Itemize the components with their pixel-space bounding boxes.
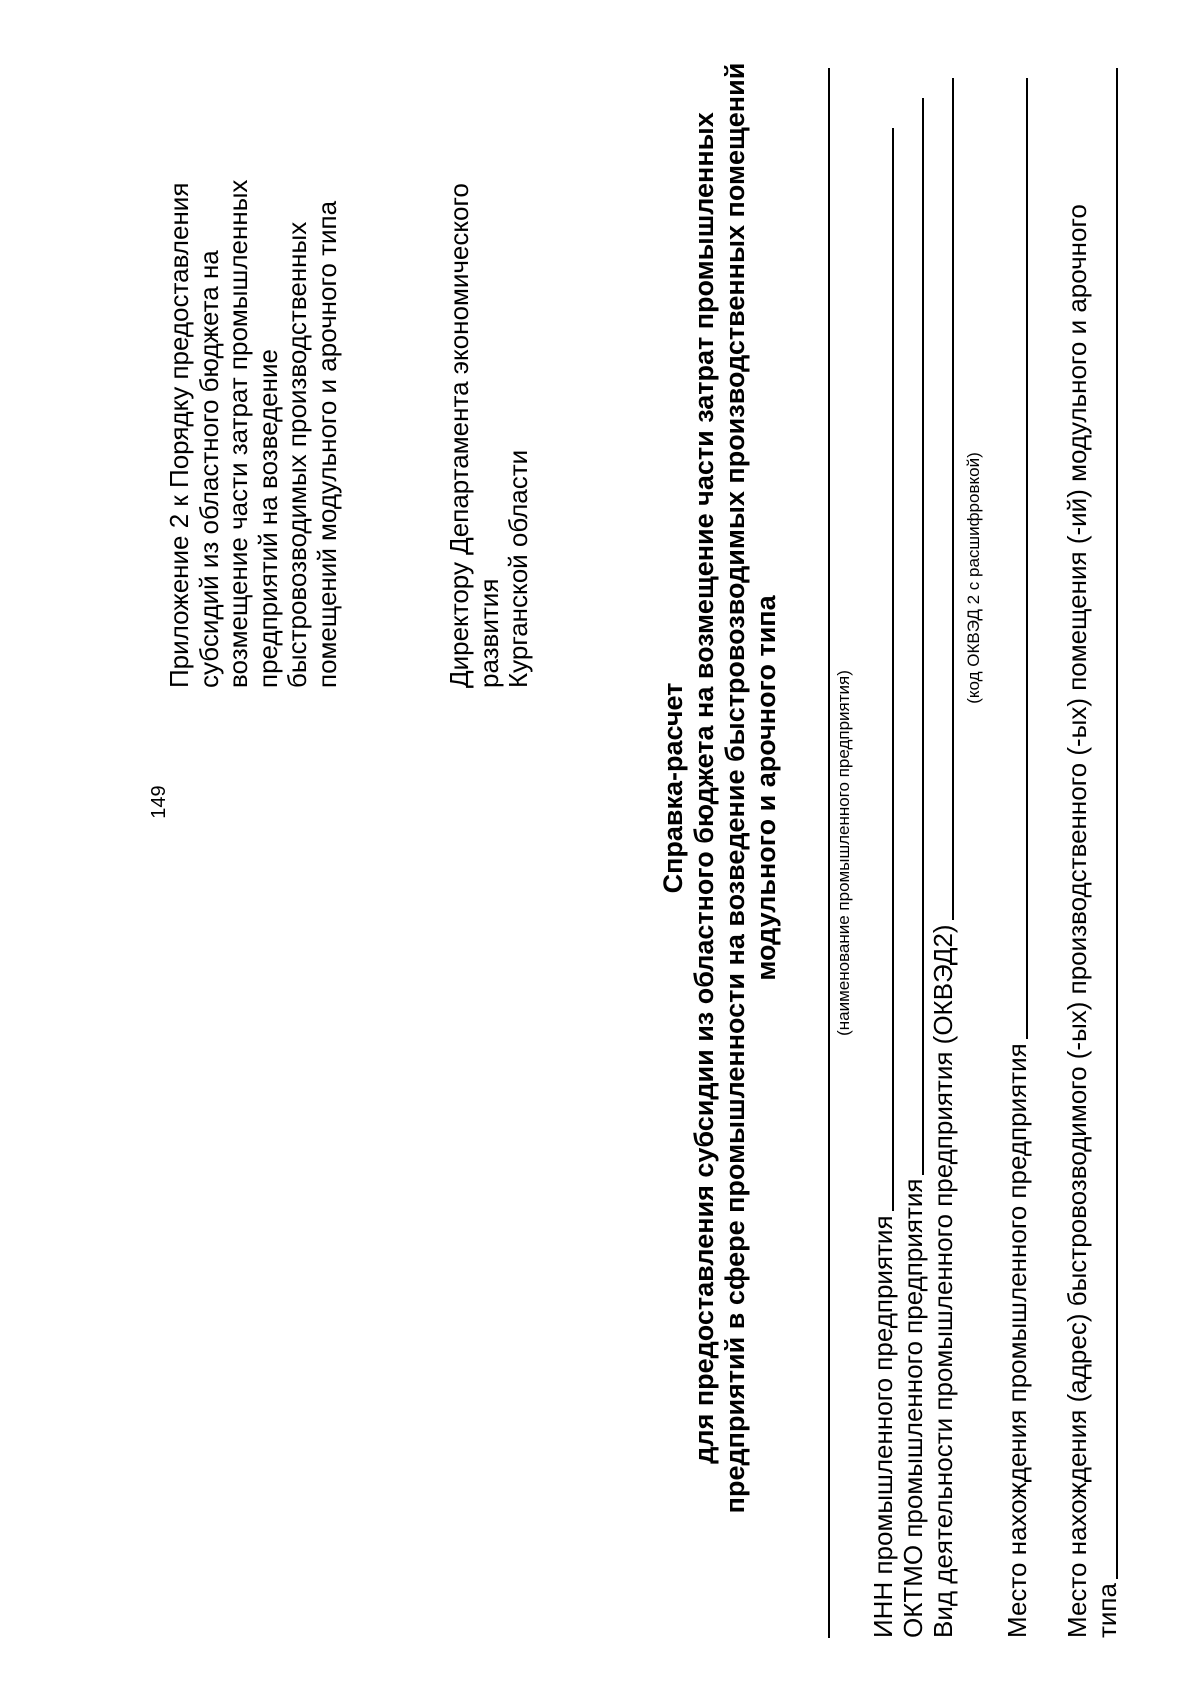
okved-label: Вид деятельности промышленного предприятия (ОКВЭД2) bbox=[928, 924, 958, 1638]
oktmo-label: ОКТМО промышленного предприятия bbox=[898, 1178, 928, 1638]
enterprise-name-caption: (наименование промышленного предприятия) bbox=[834, 670, 853, 1036]
oktmo-field[interactable] bbox=[920, 98, 924, 1175]
enterprise-name-line[interactable] bbox=[828, 68, 830, 1638]
document-title bbox=[658, 18, 782, 1558]
inn-label: ИНН промышленного предприятия bbox=[868, 1215, 898, 1638]
premises-label: Место нахождения (адрес) быстровозводимого (-ых) производственного (-ых) помещения (-ий) модульного и арочного bbox=[1062, 204, 1092, 1638]
location-row bbox=[1002, 78, 1033, 1638]
title-line-2: для предоставления субсидии из областного бюджета на возмещение части затрат промышленных bbox=[689, 112, 719, 1464]
premises-row bbox=[1092, 68, 1123, 1638]
title-line-3: предприятий в сфере промышленности на возведение быстровозводимых производственных помещений bbox=[720, 62, 750, 1514]
premises-label-cont: типа bbox=[1092, 1583, 1122, 1638]
location-field[interactable] bbox=[1024, 78, 1028, 1039]
okved-field[interactable] bbox=[950, 78, 954, 920]
inn-row bbox=[868, 128, 899, 1638]
page-number: 149 bbox=[148, 785, 170, 819]
title-line-4: модульного и арочного типа bbox=[751, 595, 781, 981]
oktmo-row bbox=[898, 98, 929, 1638]
okved-caption: (код ОКВЭД 2 с расшифровкой) bbox=[964, 452, 983, 704]
premises-field[interactable] bbox=[1114, 68, 1118, 1579]
location-label: Место нахождения промышленного предприятия bbox=[1002, 1043, 1032, 1638]
inn-field[interactable] bbox=[890, 128, 894, 1211]
okved-row bbox=[928, 78, 959, 1638]
appendix-note: Приложение 2 к Порядку предоставления субсидий из областного бюджета на возмещение части затрат промышленных предприятий на возведение быстровозводимых производственных помещений модульного и арочного типа bbox=[164, 179, 342, 688]
addressee: Директору Департамента экономического развития Курганской области bbox=[444, 183, 533, 688]
title-line-1: Справка-расчет bbox=[658, 682, 688, 894]
